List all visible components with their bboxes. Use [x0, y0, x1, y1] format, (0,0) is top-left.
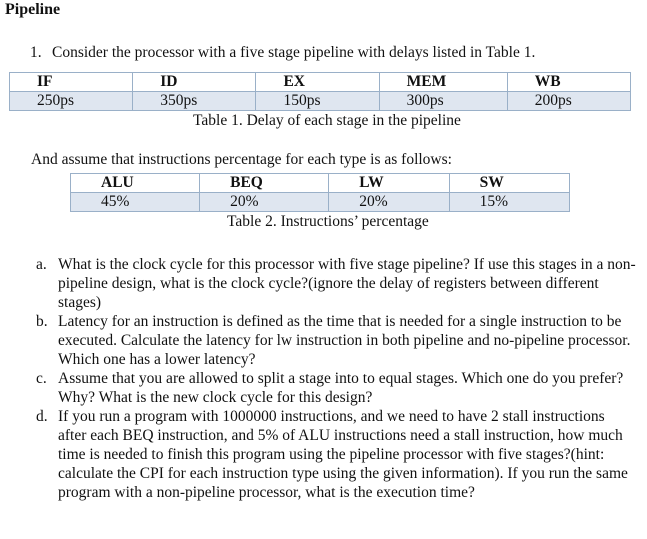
question-b	[36, 312, 636, 369]
instr-header-beq: BEQ	[200, 174, 329, 193]
question-d-label: d.	[36, 408, 48, 425]
question-1-text: Consider the processor with a five stage pipeline with delays listed in Table 1.	[52, 44, 536, 61]
instr-header-lw: LW	[329, 174, 449, 193]
question-d	[36, 407, 636, 502]
instruction-mix-intro: And assume that instructions percentage for each type is as follows:	[31, 151, 452, 168]
stage-header-wb: WB	[507, 73, 630, 92]
stage-delay-header-row	[10, 73, 631, 92]
question-c-label: c.	[36, 370, 47, 387]
stage-header-ex: EX	[256, 73, 379, 92]
instr-pct-lw: 20%	[329, 193, 449, 212]
instruction-percentage-table	[70, 173, 570, 212]
table-2-caption: Table 2. Instructions’ percentage	[227, 213, 429, 230]
stage-header-if: IF	[10, 73, 133, 92]
question-c	[36, 369, 636, 407]
stage-delay-value-row	[10, 92, 631, 111]
stage-delay-id: 350ps	[133, 92, 256, 111]
stage-header-mem: MEM	[379, 73, 507, 92]
stage-delay-mem: 300ps	[379, 92, 507, 111]
question-b-text: Latency for an instruction is defined as the time that is needed for a single instruction to be executed. Calculate the latency for lw instruction in both pipeline and no-pipeline processor. Which one has a lower latency?	[58, 313, 631, 368]
instr-pct-sw: 15%	[449, 193, 569, 212]
question-list	[36, 255, 636, 502]
question-1	[30, 44, 535, 62]
stage-delay-table	[9, 72, 631, 111]
question-1-number: 1.	[30, 44, 42, 61]
question-a-text: What is the clock cycle for this processor with five stage pipeline? If use this stages in a non-pipeline design, what is the clock cycle?(ignore the delay of registers between different stages)	[58, 256, 636, 311]
instr-pct-beq: 20%	[200, 193, 329, 212]
instr-header-sw: SW	[449, 174, 569, 193]
instruction-header-row	[71, 174, 570, 193]
question-b-label: b.	[36, 313, 48, 330]
stage-delay-if: 250ps	[10, 92, 133, 111]
question-c-text: Assume that you are allowed to split a stage into to equal stages. Which one do you prefer? Why? What is the new clock cycle for this design?	[58, 370, 624, 406]
stage-delay-ex: 150ps	[256, 92, 379, 111]
page-heading: Pipeline	[5, 1, 61, 18]
question-d-text: If you run a program with 1000000 instructions, and we need to have 2 stall instructions after each BEQ instruction, and 5% of ALU instructions need a stall instruction, how much time is needed to finish this program using the pipeline processor with five stages?(hint: calculate the CPI for each instruction type using the given information). If you run the same program with a non-pipeline processor, what is the execution time?	[58, 408, 628, 501]
table-1-caption: Table 1. Delay of each stage in the pipeline	[193, 112, 461, 129]
instr-header-alu: ALU	[71, 174, 200, 193]
instr-pct-alu: 45%	[71, 193, 200, 212]
stage-delay-wb: 200ps	[507, 92, 630, 111]
instruction-value-row	[71, 193, 570, 212]
stage-header-id: ID	[133, 73, 256, 92]
question-a	[36, 255, 636, 312]
question-a-label: a.	[36, 256, 47, 273]
